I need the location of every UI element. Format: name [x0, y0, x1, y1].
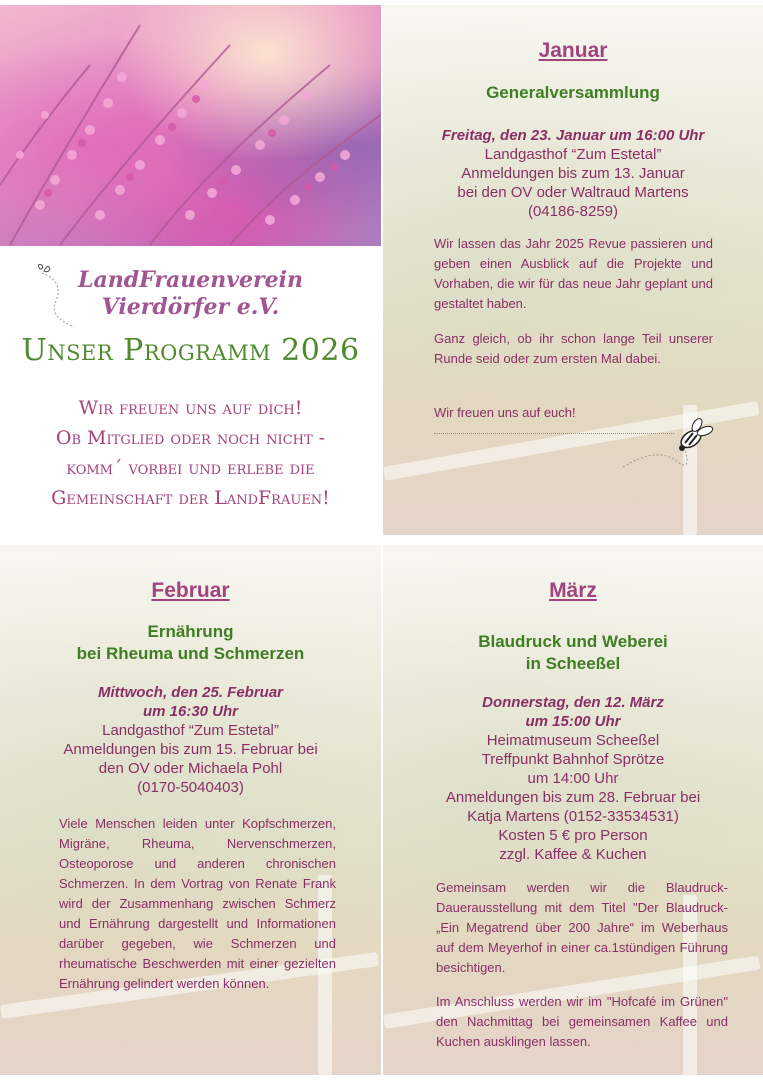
heather-photo: [0, 5, 381, 246]
tagline-line: Ob Mitglied oder noch nicht -: [55, 427, 326, 449]
event-title-line: bei Rheuma und Schmerzen: [76, 644, 305, 663]
event-date-time: [0, 683, 381, 721]
info-line: Katja Martens (0152-33534531): [467, 808, 679, 825]
month-heading: Februar: [151, 579, 230, 602]
event-info: [0, 721, 381, 797]
event-title-line: Ernährung: [147, 622, 234, 641]
january-panel: [383, 5, 763, 535]
event-description: Im Anschluss werden wir im "Hofcafé im Grünen" den Nachmittag bei gemeinsamen Kaffee und Kuchen ausklingen lassen.: [436, 994, 728, 1049]
brand-name-line2: Vierdörfer e.V.: [101, 294, 280, 320]
event-info: [383, 731, 763, 864]
event-title: [0, 621, 381, 665]
info-line: (04186-8259): [527, 203, 619, 220]
program-title: Unser Programm 2026: [21, 333, 360, 368]
event-description: Ganz gleich, ob ihr schon lange Teil unserer Runde seid oder zum ersten Mal dabei.: [434, 331, 713, 366]
event-closing: Wir freuen uns auf euch!: [434, 405, 576, 420]
february-panel: [0, 545, 381, 1075]
info-line: bei den OV oder Waltraud Martens: [457, 184, 689, 201]
event-title-line: Blaudruck und Weberei: [478, 632, 668, 651]
info-line: den OV oder Michaela Pohl: [98, 760, 283, 777]
event-date-time: [383, 693, 763, 731]
when-line: um 16:30 Uhr: [142, 703, 239, 720]
tagline: [0, 393, 381, 513]
info-line: (0170-5040403): [137, 779, 244, 796]
brand-name-line1: LandFrauenverein: [78, 267, 303, 293]
event-date-time: Freitag, den 23. Januar um 16:00 Uhr: [441, 127, 705, 144]
when-line: um 15:00 Uhr: [525, 713, 621, 730]
tagline-line: Gemeinschaft der LandFrauen!: [51, 487, 330, 509]
event-title-line: in Scheeßel: [525, 654, 621, 673]
info-line: Heimatmuseum Scheeßel: [486, 732, 660, 749]
info-line: Landgasthof “Zum Estetal”: [484, 146, 662, 163]
event-info: [383, 145, 763, 221]
march-panel: [383, 545, 763, 1075]
tagline-line: Wir freuen uns auf dich!: [78, 397, 303, 419]
info-line: Kosten 5 € pro Person: [498, 827, 648, 844]
heather-sprigs: [0, 5, 381, 246]
month-heading: März: [549, 579, 597, 602]
info-line: Anmeldungen bis zum 13. Januar: [461, 165, 685, 182]
info-line: Landgasthof “Zum Estetal”: [102, 722, 279, 739]
info-line: zzgl. Kaffee & Kuchen: [499, 846, 647, 863]
month-heading: Januar: [538, 39, 608, 62]
event-description: Wir lassen das Jahr 2025 Revue passieren und geben einen Ausblick auf die Projekte und Vorhaben, die wir für das neue Jahr geplant und gestaltet haben.: [434, 236, 713, 311]
info-line: Anmeldungen bis zum 15. Februar bei: [63, 741, 318, 758]
event-title: Generalversammlung: [486, 83, 660, 102]
event-description: Viele Menschen leiden unter Kopfschmerzen, Migräne, Rheuma, Nervenschmerzen, Osteoporose und anderen chronischen Schmerzen. In dem Vortrag von Renate Frank wird der Zusammenhang zwischen Schmerz und Ernährung dargestellt und Informationen darüber gegeben, wie Schmerzen und rheumatische Beschwerden mit einer gezielten Ernährung gelindert werden können.: [59, 816, 336, 991]
when-line: Donnerstag, den 12. März: [482, 694, 664, 711]
info-line: Treffpunkt Bahnhof Sprötze: [481, 751, 665, 768]
event-description: Gemeinsam werden wir die Blaudruck-Dauerausstellung mit dem Titel "Der Blaudruck- „Ein Megatrend über 200 Jahre“ im Weberhaus auf dem Meyerhof in einer ca.1stündigen Führung besichtigen.: [436, 880, 728, 975]
info-line: Anmeldungen bis zum 28. Februar bei: [445, 789, 701, 806]
tagline-line: komm´ vorbei und erlebe die: [66, 457, 315, 479]
bee-icon: [619, 405, 719, 471]
info-line: um 14:00 Uhr: [527, 770, 619, 787]
event-title: [383, 631, 763, 675]
cover-panel: [0, 5, 381, 535]
when-line: Mittwoch, den 25. Februar: [97, 684, 284, 701]
